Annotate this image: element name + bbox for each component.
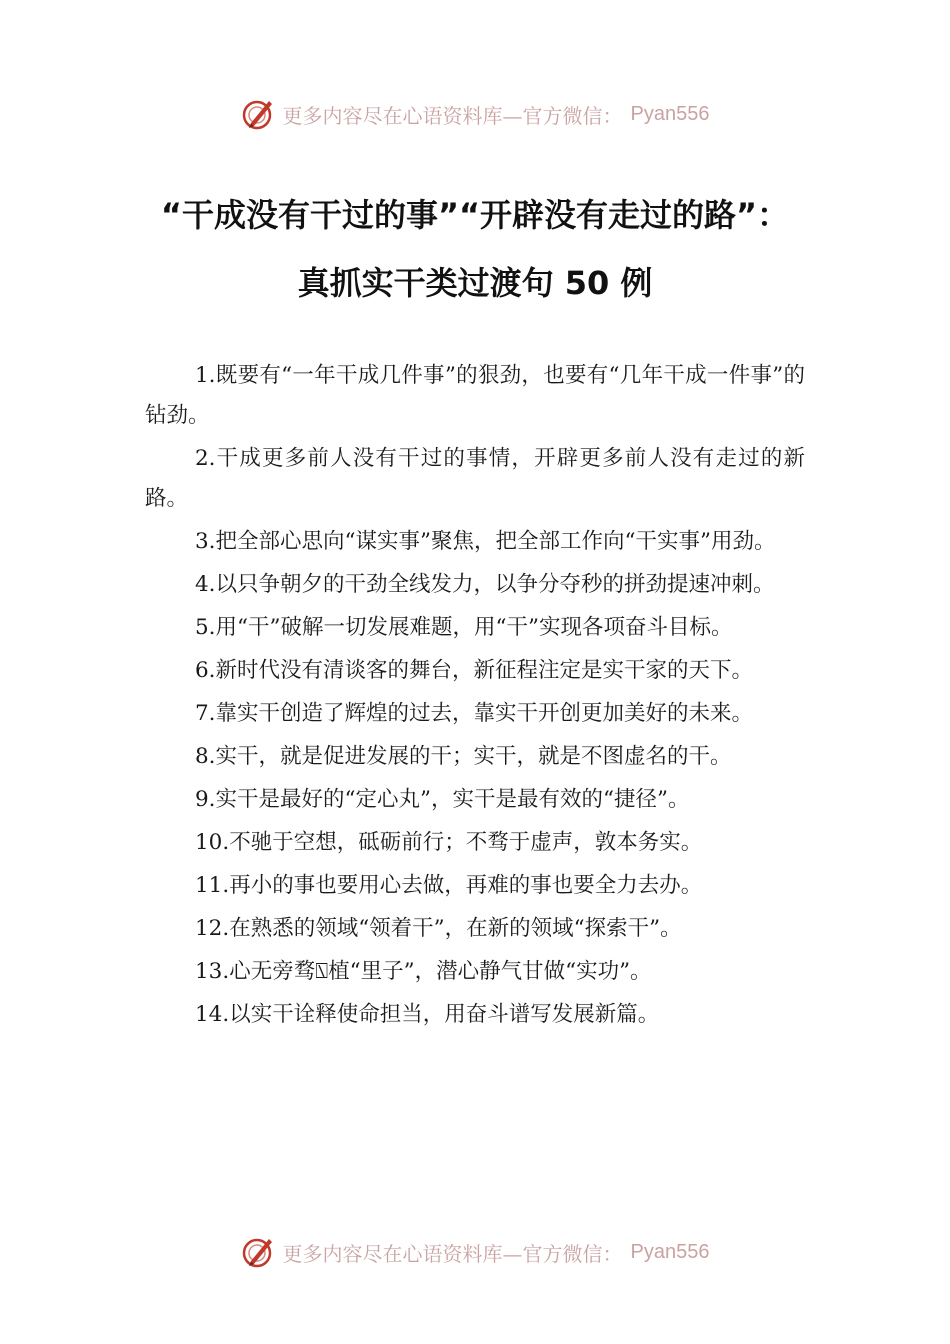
pen-logo-icon: [241, 97, 275, 131]
list-item: 8.实干，就是促进发展的干；实干，就是不图虚名的干。: [195, 744, 732, 769]
list-item: 10.不驰于空想，砥砺前行；不骛于虚声，敦本务实。: [195, 830, 703, 855]
list-item: 1.既要有“一年干成几件事”的狠劲，也要有“几年干成一件事”的钻劲。: [145, 363, 805, 428]
list-item: 3.把全部心思向“谋实事”聚焦，把全部工作向“干实事”用劲。: [195, 529, 776, 554]
list-item: 5.用“干”破解一切发展难题，用“干”实现各项奋斗目标。: [195, 615, 733, 640]
list-item: 7.靠实干创造了辉煌的过去，靠实干开创更加美好的未来。: [195, 701, 754, 726]
list-item: 14.以实干诠释使命担当，用奋斗谱写发展新篇。: [195, 1002, 660, 1027]
list-item: 6.新时代没有清谈客的舞台，新征程注定是实干家的天下。: [195, 658, 754, 683]
pen-logo-icon: [241, 1235, 275, 1269]
page-title-line-2: 真抓实干类过渡句 50 例: [297, 264, 653, 302]
header-banner: [0, 94, 950, 134]
list-item: 4.以只争朝夕的干劲全线发力，以争分夺秒的拼劲提速冲刺。: [195, 572, 775, 597]
list-item: 13.心无旁骛⍂植“里子”，潜心静气甘做“实功”。: [195, 959, 652, 984]
wechat-id: Pyan556: [630, 1240, 710, 1263]
page-title-line-1: “干成没有干过的事”“开辟没有走过的路”：: [160, 196, 790, 234]
list-item: 9.实干是最好的“定心丸”，实干是最有效的“捷径”。: [195, 787, 690, 812]
document-body: [145, 356, 805, 1038]
banner-text: 更多内容尽在心语资料库—官方微信：: [282, 103, 623, 128]
list-item: 2.干成更多前人没有干过的事情，开辟更多前人没有走过的新路。: [145, 446, 805, 511]
list-item: 12.在熟悉的领域“领着干”，在新的领域“探索干”。: [195, 916, 682, 941]
footer-banner: [0, 1232, 950, 1272]
list-item: 11.再小的事也要用心去做，再难的事也要全力去办。: [195, 873, 703, 898]
wechat-id: Pyan556: [630, 102, 710, 125]
banner-text: 更多内容尽在心语资料库—官方微信：: [282, 1241, 623, 1266]
